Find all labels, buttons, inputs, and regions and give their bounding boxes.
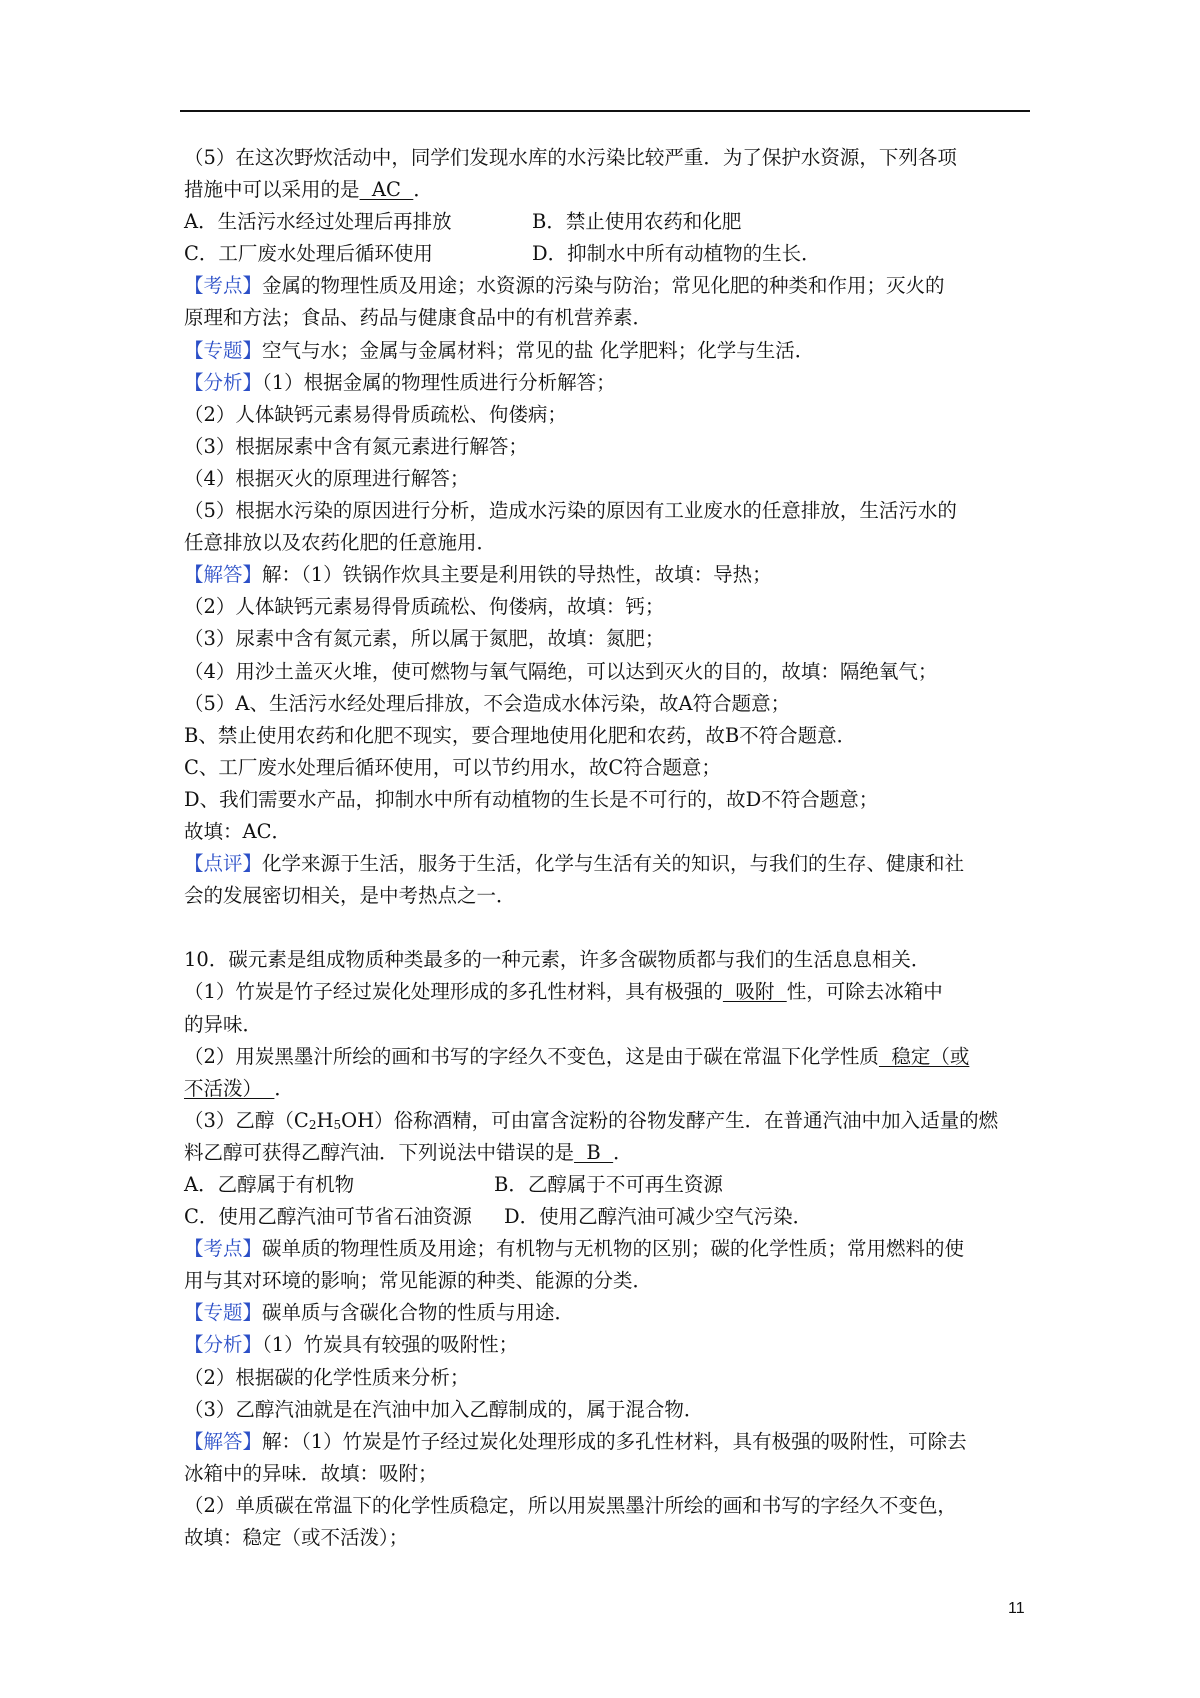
q9-5-stem-line2: 措施中可以采用的是 AC ． xyxy=(184,178,433,202)
kaodian-tag: 【考点】 xyxy=(184,274,263,298)
q9-fenxi-line4: （4）根据灭火的原理进行解答； xyxy=(184,466,470,490)
q10-part3-line1: （3）乙醇（C2H5OH）俗称酒精，可由富含淀粉的谷物发酵产生．在普通汽油中加入适量的燃 xyxy=(184,1108,999,1132)
q10-part2-answer-a: 稳定（或 xyxy=(878,1044,970,1068)
q9-kaodian-line1: 【考点】金属的物理性质及用途；水资源的污染与防治；常见化肥的种类和作用；灭火的 xyxy=(184,274,945,298)
q10-option-d: D．使用乙醇汽油可减少空气污染． xyxy=(504,1205,813,1229)
q10-zhuanti: 【专题】碳单质与含碳化合物的性质与用途． xyxy=(184,1301,575,1325)
q9-jieda-line1: 【解答】解：（1）铁锅作炊具主要是利用铁的导热性，故填：导热； xyxy=(184,563,772,587)
q10-stem: 10．碳元素是组成物质种类最多的一种元素，许多含碳物质都与我们的生活息息相关． xyxy=(184,948,931,972)
kaodian-tag: 【考点】 xyxy=(184,1237,263,1261)
q10-option-a: A．乙醇属于有机物 xyxy=(184,1173,355,1196)
fenxi-tag: 【分析】 xyxy=(184,370,263,394)
q9-jieda-line9: 故填：AC． xyxy=(184,819,292,843)
q10-option-b: B．乙醇属于不可再生资源 xyxy=(494,1173,723,1196)
page-content xyxy=(184,142,1030,1554)
q10-kaodian-line1: 【考点】碳单质的物理性质及用途；有机物与无机物的区别；碳的化学性质；常用燃料的使 xyxy=(184,1237,965,1261)
zhuanti-tag: 【专题】 xyxy=(184,1301,263,1325)
q9-jieda-line3: （3）尿素中含有氮元素，所以属于氮肥，故填：氮肥； xyxy=(184,627,665,651)
q10-jieda-line1: 【解答】解：（1）竹炭是竹子经过炭化处理形成的多孔性材料，具有极强的吸附性，可除去 xyxy=(184,1429,967,1453)
q10-jieda-line3: （2）单质碳在常温下的化学性质稳定，所以用炭黑墨汁所绘的画和书写的字经久不变色， xyxy=(184,1493,957,1517)
q9-5-answer: AC xyxy=(359,178,414,202)
question-spacer xyxy=(184,912,1030,944)
q9-dianping-line1: 【点评】化学来源于生活，服务于生活，化学与生活有关的知识，与我们的生存、健康和社 xyxy=(184,852,965,876)
q10-kaodian-line2: 用与其对环境的影响；常见能源的种类、能源的分类． xyxy=(184,1269,653,1293)
fenxi-tag: 【分析】 xyxy=(184,1333,263,1357)
q9-5-option-b: B．禁止使用农药和化肥 xyxy=(532,210,742,234)
q9-5-options-row2 xyxy=(184,238,1030,270)
q10-fenxi-line3: （3）乙醇汽油就是在汽油中加入乙醇制成的，属于混合物． xyxy=(184,1397,704,1421)
q9-fenxi-line1: 【分析】（1）根据金属的物理性质进行分析解答； xyxy=(184,370,616,394)
q9-fenxi-line5: （5）根据水污染的原因进行分析，造成水污染的原因有工业废水的任意排放，生活污水的 xyxy=(184,499,957,523)
q10-jieda-line2: 冰箱中的异味．故填：吸附； xyxy=(184,1461,438,1485)
q10-part3-answer: B xyxy=(574,1140,614,1164)
page-number: 11 xyxy=(1008,1600,1025,1617)
q9-fenxi-line2: （2）人体缺钙元素易得骨质疏松、佝偻病； xyxy=(184,402,567,426)
q10-part2-line1: （2）用炭黑墨汁所绘的画和书写的字经久不变色，这是由于碳在常温下化学性质 稳定（或 xyxy=(184,1044,970,1068)
q9-5-stem-line1: （5）在这次野炊活动中，同学们发现水库的水污染比较严重．为了保护水资源，下列各项 xyxy=(184,146,957,169)
q9-5-options-row1 xyxy=(184,206,1030,238)
q10-part1-answer: 吸附 xyxy=(722,980,787,1004)
q9-jieda-line2: （2）人体缺钙元素易得骨质疏松、佝偻病，故填：钙； xyxy=(184,595,665,619)
jieda-tag: 【解答】 xyxy=(184,563,263,587)
q9-5-option-d: D．抑制水中所有动植物的生长． xyxy=(532,242,821,266)
q9-jieda-line6: B、禁止使用农药和化肥不现实，要合理地使用化肥和农药，故B不符合题意． xyxy=(184,723,857,747)
q10-part1-line1: （1）竹炭是竹子经过炭化处理形成的多孔性材料，具有极强的 吸附 性，可除去冰箱中 xyxy=(184,980,943,1004)
q9-jieda-line4: （4）用沙土盖灭火堆，使可燃物与氧气隔绝，可以达到灭火的目的，故填：隔绝氧气； xyxy=(184,659,938,683)
q9-jieda-line7: C、工厂废水处理后循环使用，可以节约用水，故C符合题意； xyxy=(184,755,721,779)
header-rule xyxy=(180,110,1030,112)
q9-jieda-line5: （5）A、生活污水经处理后排放，不会造成水体污染，故A符合题意； xyxy=(184,691,791,715)
jieda-tag: 【解答】 xyxy=(184,1429,263,1453)
q10-part2-answer-b: 不活泼） xyxy=(184,1076,275,1100)
q10-part1-line2: 的异味． xyxy=(184,1012,263,1036)
q9-jieda-line8: D、我们需要水产品，抑制水中所有动植物的生长是不可行的，故D不符合题意； xyxy=(184,787,879,811)
q9-dianping-line2: 会的发展密切相关，是中考热点之一． xyxy=(184,884,516,908)
q10-part3-line2: 料乙醇可获得乙醇汽油．下列说法中错误的是 B ． xyxy=(184,1140,633,1164)
q10-fenxi-line2: （2）根据碳的化学性质来分析； xyxy=(184,1365,470,1389)
q9-fenxi-line3: （3）根据尿素中含有氮元素进行解答； xyxy=(184,434,528,458)
q10-options-row2 xyxy=(184,1201,1030,1233)
q9-5-option-a: A．生活污水经过处理后再排放 xyxy=(184,210,452,234)
q10-part2-line2: 不活泼） ． xyxy=(184,1076,294,1100)
q9-zhuanti: 【专题】空气与水；金属与金属材料；常见的盐 化学肥料；化学与生活． xyxy=(184,338,815,362)
q9-fenxi-line6: 任意排放以及农药化肥的任意施用． xyxy=(184,531,497,555)
q10-option-c: C．使用乙醇汽油可节省石油资源 xyxy=(184,1205,472,1229)
q9-5-option-c: C．工厂废水处理后循环使用 xyxy=(184,242,433,266)
q9-kaodian-line2: 原理和方法；食品、药品与健康食品中的有机营养素． xyxy=(184,306,653,330)
q10-options-row1 xyxy=(184,1169,1030,1201)
q10-fenxi-line1: 【分析】（1）竹炭具有较强的吸附性； xyxy=(184,1333,519,1357)
dianping-tag: 【点评】 xyxy=(184,852,263,876)
zhuanti-tag: 【专题】 xyxy=(184,338,263,362)
q10-jieda-line4: 故填：稳定（或不活泼）； xyxy=(184,1526,409,1550)
